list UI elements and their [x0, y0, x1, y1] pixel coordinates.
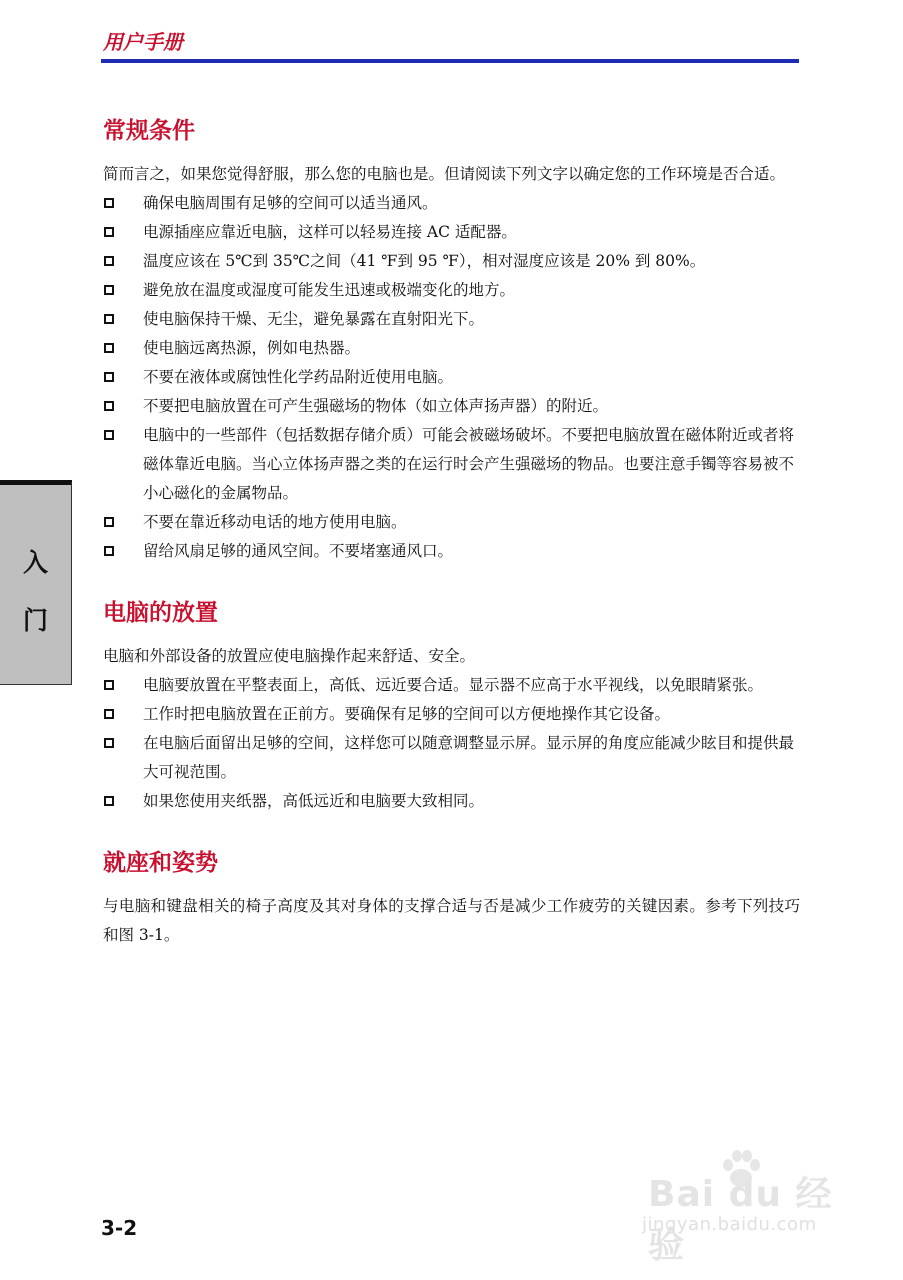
- list-item: [103, 189, 800, 218]
- list-item: [103, 508, 800, 537]
- checkbox-bullet-icon: [104, 256, 114, 266]
- list-item-text: 电源插座应靠近电脑，这样可以轻易连接 AC 适配器。: [143, 223, 517, 241]
- checkbox-bullet-icon: [104, 517, 114, 527]
- list-item-text: 电脑中的一些部件（包括数据存储介质）可能会被磁场破坏。不要把电脑放置在磁体附近或者将磁体靠近电脑。当心立体扬声器之类的在运行时会产生强磁场的物品。也要注意手镯等容易被不小心磁化的金属物品。: [143, 426, 795, 502]
- checkbox-bullet-icon: [104, 709, 114, 719]
- list-item: [103, 537, 800, 566]
- list-item-text: 使电脑保持干燥、无尘，避免暴露在直射阳光下。: [143, 310, 485, 328]
- side-tab-char: 入: [22, 548, 48, 577]
- watermark-url: jingyan.baidu.com: [642, 1214, 817, 1235]
- checkbox-bullet-icon: [104, 343, 114, 353]
- list-item: [103, 363, 800, 392]
- section-intro: 电脑和外部设备的放置应使电脑操作起来舒适、安全。: [103, 647, 476, 665]
- bullet-list: [103, 189, 800, 566]
- list-item-text: 确保电脑周围有足够的空间可以适当通风。: [143, 194, 438, 212]
- section-general-conditions: [103, 112, 800, 566]
- section-intro: 与电脑和键盘相关的椅子高度及其对身体的支撑合适与否是减少工作疲劳的关键因素。参考下列技巧和图 3-1。: [103, 897, 800, 944]
- page-header-title: 用户手册: [103, 30, 183, 54]
- list-item-text: 不要在靠近移动电话的地方使用电脑。: [143, 513, 407, 531]
- section-intro: 简而言之，如果您觉得舒服，那么您的电脑也是。但请阅读下列文字以确定您的工作环境是否合适。: [103, 165, 786, 183]
- list-item-text: 如果您使用夹纸器，高低远近和电脑要大致相同。: [143, 792, 485, 810]
- baidu-jingyan-watermark: [640, 1148, 850, 1266]
- side-tab-char: 门: [22, 606, 48, 635]
- checkbox-bullet-icon: [104, 372, 114, 382]
- section-title: 电脑的放置: [103, 600, 218, 626]
- chapter-side-tab: [0, 480, 72, 685]
- list-item: [103, 305, 800, 334]
- list-item-text: 避免放在温度或湿度可能发生迅速或极端变化的地方。: [143, 281, 516, 299]
- list-item-text: 使电脑远离热源，例如电热器。: [143, 339, 361, 357]
- checkbox-bullet-icon: [104, 401, 114, 411]
- list-item: [103, 700, 800, 729]
- list-item-text: 工作时把电脑放置在正前方。要确保有足够的空间可以方便地操作其它设备。: [143, 705, 671, 723]
- list-item: [103, 392, 800, 421]
- list-item-text: 不要把电脑放置在可产生强磁场的物体（如立体声扬声器）的附近。: [143, 397, 609, 415]
- list-item-text: 电脑要放置在平整表面上，高低、远近要合适。显示器不应高于水平视线，以免眼睛紧张。: [143, 676, 764, 694]
- checkbox-bullet-icon: [104, 738, 114, 748]
- checkbox-bullet-icon: [104, 198, 114, 208]
- section-seating-posture: [103, 844, 800, 950]
- list-item: [103, 276, 800, 305]
- list-item: [103, 247, 800, 276]
- checkbox-bullet-icon: [104, 285, 114, 295]
- section-title: 就座和姿势: [103, 850, 218, 876]
- list-item: [103, 787, 800, 816]
- section-title: 常规条件: [103, 118, 195, 144]
- list-item: [103, 671, 800, 700]
- header-rule: [101, 59, 799, 63]
- checkbox-bullet-icon: [104, 430, 114, 440]
- checkbox-bullet-icon: [104, 680, 114, 690]
- checkbox-bullet-icon: [104, 546, 114, 556]
- list-item-text: 不要在液体或腐蚀性化学药品附近使用电脑。: [143, 368, 454, 386]
- page-number: 3-2: [101, 1216, 138, 1240]
- list-item: [103, 729, 800, 787]
- list-item: [103, 334, 800, 363]
- page-content: [103, 112, 800, 950]
- checkbox-bullet-icon: [104, 796, 114, 806]
- list-item-text: 留给风扇足够的通风空间。不要堵塞通风口。: [143, 542, 454, 560]
- checkbox-bullet-icon: [104, 314, 114, 324]
- checkbox-bullet-icon: [104, 227, 114, 237]
- section-computer-placement: [103, 594, 800, 816]
- watermark-logo-text: Bai du 经验: [648, 1174, 833, 1266]
- list-item-text: 在电脑后面留出足够的空间，这样您可以随意调整显示屏。显示屏的角度应能减少眩目和提供最大可视范围。: [143, 734, 795, 781]
- bullet-list: [103, 671, 800, 816]
- list-item: [103, 218, 800, 247]
- list-item: [103, 421, 800, 508]
- list-item-text: 温度应该在 5℃到 35℃之间（41 ℉到 95 ℉），相对湿度应该是 20% 到 80%。: [143, 252, 706, 270]
